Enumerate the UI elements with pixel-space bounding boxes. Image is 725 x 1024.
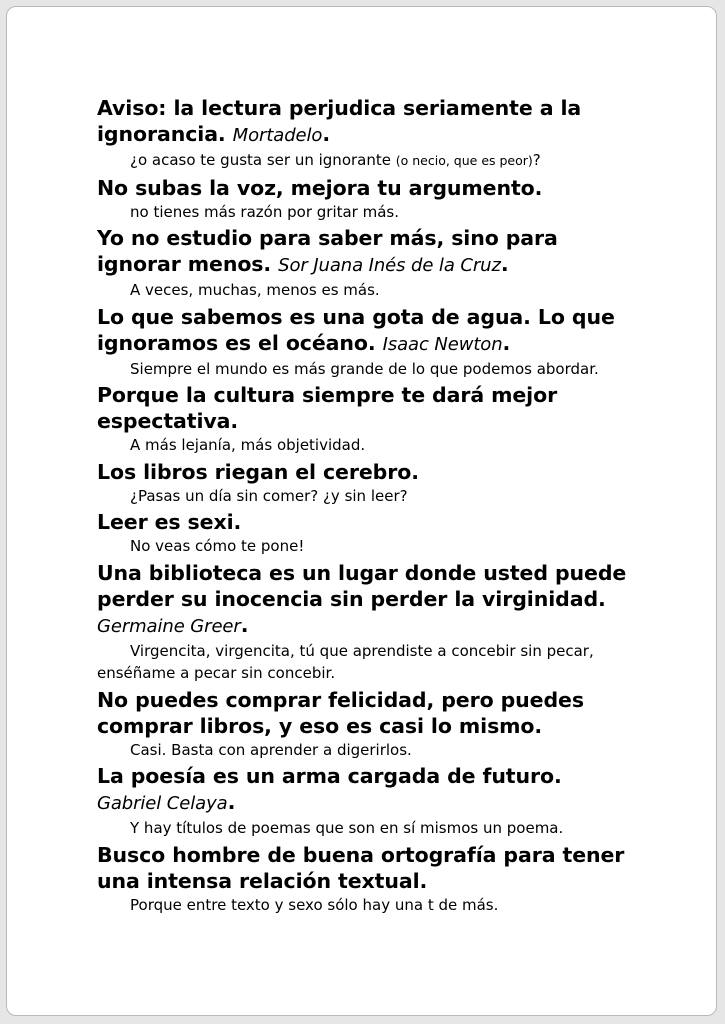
quote-entry [97,842,627,917]
quote-comment: No veas cómo te pone! [130,537,305,555]
quote-entry [97,763,627,840]
quote-text: Los libros riegan el cerebro. [97,459,419,484]
quote-entry [97,687,627,762]
quote-entry [97,459,627,508]
quote-comment: no tienes más razón por gritar más. [130,202,400,221]
quote-comment: Y hay títulos de poemas que son en sí mismos un poema. [130,819,564,837]
quote-comment: Siempre el mundo es más grande de lo que podemos abordar. [130,359,599,378]
quote-comment: Virgencita, virgencita, tú que aprendiste a concebir sin pecar, enséñame a pecar sin concebir. [97,641,594,682]
quote-text: Una biblioteca es un lugar donde usted puede perder su inocencia sin perder la virginidad. Germaine Greer. [97,560,627,637]
quote-comment: Casi. Basta con aprender a digerirlos. [130,740,412,759]
quotes-list [97,95,627,918]
quote-comment: Porque entre texto y sexo sólo hay una t de más. [130,895,499,914]
quote-entry [97,304,627,381]
quote-text: Porque la cultura siempre te dará mejor espectativa. [97,383,558,433]
quote-comment: A más lejanía, más objetividad. [130,436,366,454]
quote-entry [97,560,627,685]
quote-text: No subas la voz, mejora tu argumento. [97,175,543,200]
quote-text: La poesía es un arma cargada de futuro. Gabriel Celaya. [97,764,562,814]
quote-entry [97,382,627,457]
quote-author: Sor Juana Inés de la Cruz [278,255,501,276]
quote-text: Busco hombre de buena ortografía para tener una intensa relación textual. [97,842,625,893]
quote-author: Gabriel Celaya [97,793,228,814]
comment-aside: (o necio, que es peor) [395,153,533,168]
quote-text: Lo que sabemos es una gota de agua. Lo que ignoramos es el océano. Isaac Newton. [97,304,615,355]
document-page [6,6,717,1016]
quote-text: Leer es sexi. [97,510,242,534]
quote-entry [97,175,627,224]
quote-comment: A veces, muchas, menos es más. [130,281,380,299]
quote-author: Germaine Greer [97,615,241,637]
quote-text: No puedes comprar felicidad, pero puedes comprar libros, y eso es casi lo mismo. [97,687,584,738]
quote-comment: ¿Pasas un día sin comer? ¿y sin leer? [130,486,408,505]
quote-author: Mortadelo [232,125,323,146]
quote-author: Isaac Newton [382,333,503,355]
quote-entry [97,225,627,302]
quote-text: Yo no estudio para saber más, sino para ignorar menos. Sor Juana Inés de la Cruz. [97,226,558,276]
quote-entry [97,95,627,173]
quote-entry [97,509,627,558]
quote-text: Aviso: la lectura perjudica seriamente a la ignorancia. Mortadelo. [97,96,582,146]
quote-comment: ¿o acaso te gusta ser un ignorante (o necio, que es peor)? [130,151,541,169]
